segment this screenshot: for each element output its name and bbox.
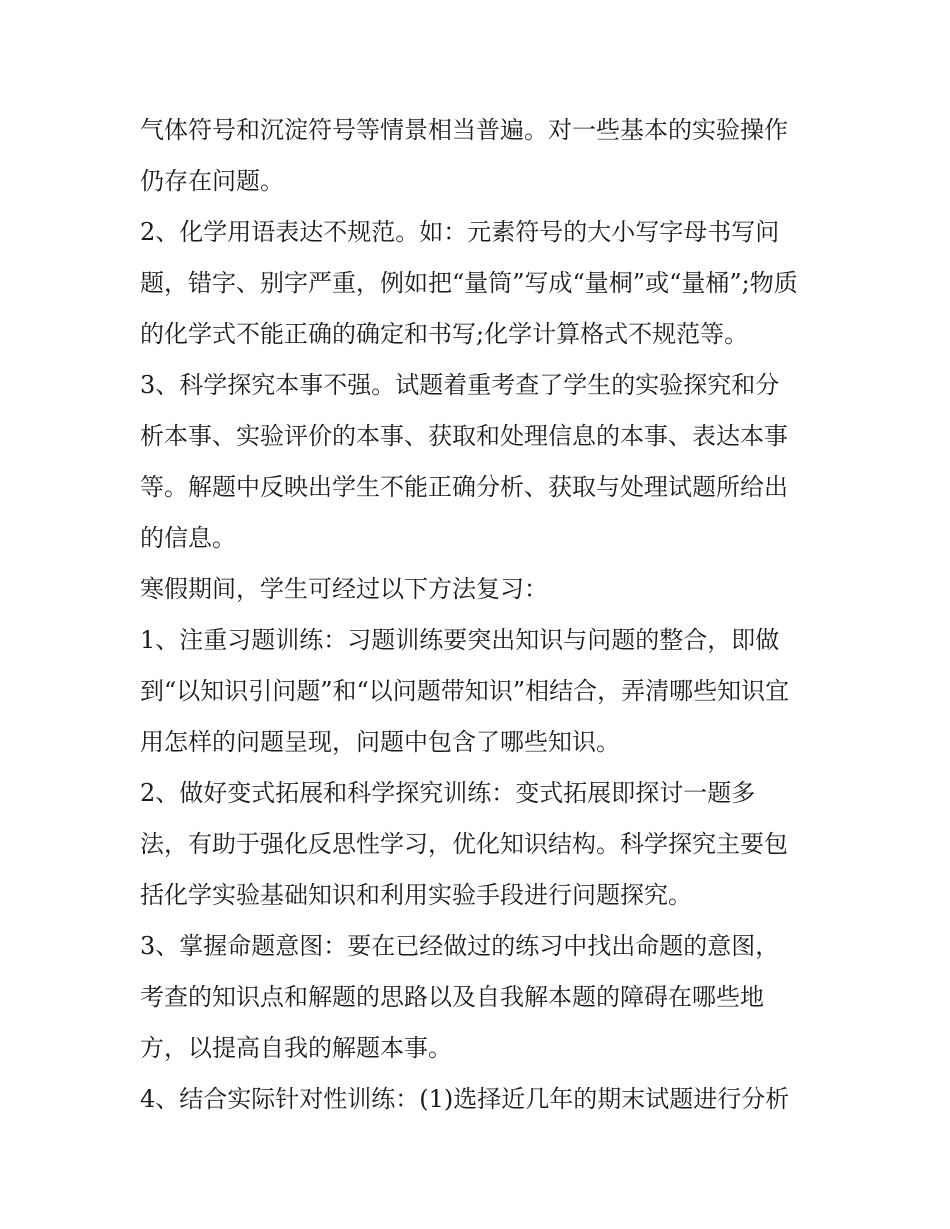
- text-line: 的化学式不能正确的确定和书写;化学计算格式不规范等。: [140, 320, 749, 348]
- text-line: 2、化学用语表达不规范。如：元素符号的大小写字母书写问: [140, 218, 780, 246]
- text-line: 4、结合实际针对性训练：(1)选择近几年的期末试题进行分析: [140, 1085, 790, 1113]
- text-line: 1、注重习题训练：习题训练要突出知识与问题的整合，即做: [140, 626, 780, 654]
- text-line: 3、掌握命题意图：要在已经做过的练习中找出命题的意图，: [140, 932, 780, 960]
- text-line: 题，错字、别字严重，例如把“量筒”写成“量桐”或“量桶”;物质: [140, 269, 798, 297]
- text-line: 括化学实验基础知识和利用实验手段进行问题探究。: [140, 881, 692, 909]
- text-line: 仍存在问题。: [140, 167, 284, 195]
- text-line: 3、科学探究本事不强。试题着重考查了学生的实验探究和分: [140, 371, 780, 399]
- text-line: 到“以知识引问题”和“以问题带知识”相结合，弄清哪些知识宜: [140, 677, 790, 705]
- text-line: 用怎样的问题呈现，问题中包含了哪些知识。: [140, 728, 620, 756]
- text-line: 2、做好变式拓展和科学探究训练：变式拓展即探讨一题多: [140, 779, 756, 807]
- text-line: 气体符号和沉淀符号等情景相当普遍。对一些基本的实验操作: [140, 116, 788, 144]
- text-line: 考查的知识点和解题的思路以及自我解本题的障碍在哪些地: [140, 983, 764, 1011]
- text-line: 寒假期间，学生可经过以下方法复习：: [140, 575, 548, 603]
- document-body: [140, 105, 820, 1125]
- text-line: 等。解题中反映出学生不能正确分析、获取与处理试题所给出: [140, 473, 788, 501]
- text-line: 法，有助于强化反思性学习，优化知识结构。科学探究主要包: [140, 830, 788, 858]
- text-line: 的信息。: [140, 524, 236, 552]
- text-line: 方，以提高自我的解题本事。: [140, 1034, 452, 1062]
- text-line: 析本事、实验评价的本事、获取和处理信息的本事、表达本事: [140, 422, 788, 450]
